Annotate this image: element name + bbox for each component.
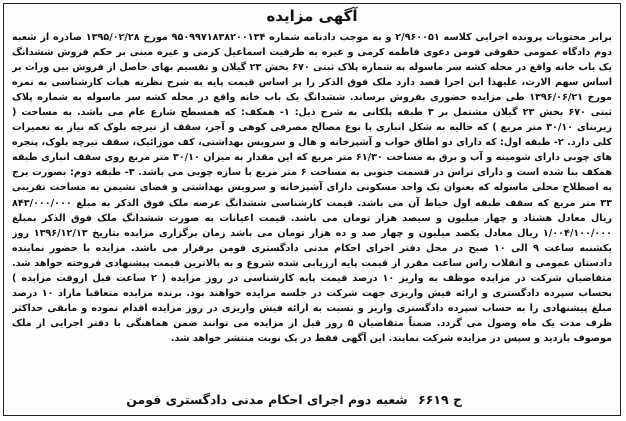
notice-title: آگهی مزایده xyxy=(266,7,358,25)
notice-body: برابر محتویات پرونده اجرایی کلاسه ۲/۹۶۰۰۵۱ و به موجب دادنامه شماره ۹۵۰۹۹۷۱۸۳۸۲۰۰۱۳۴ مورخ ۱۳۹۵/۰۲/۲۸ صادره از شعبه دوم دادگاه عمومی حقوقی فومن دعوی فاطمه کرمی و غیره به طرفیت اسماعیل کرمی و غیره مبنی بر حکم فروش ششدانگ یک باب خانه واقع در محله کشه سر ماسوله به شماره پلاک ثبتی ۶۷۰ بخش ۲۳ گیلان و تقسیم بهای حاصل از فروش بین وراث بر اساس سهم الارث، علیهذا این اجرا قصد دارد ملک فوق الذکر را بر اساس قیمت پایه به شرح نظریه هیات کارشناسی به نمره مورخ ۱۳۹۶/۰۶/۲۱ طی مزایده حضوری بفروش برساند. ششدانگ یک باب خانه واقع در محله کشه سر ماسوله به شماره پلاک ثبتی ۶۷۰ بخش ۲۳ گیلان مشتمل بر ۳ طبقه پلکانی به شرح ذیل: ۱- همکف: که همسطح شارع عام می باشد. به مساحت ( زیربنای ۳۰/۱۰ متر مربع ) که حالیه به شکل انباری با نوع مصالح مصرفی کوهی و آجر، سقف از تیرچه بلوک که نیاز به تعمیرات کلی دارد. ۲- طبقه اول: که دارای دو اطاق خواب و آشپزخانه و هال و سرویس بهداشتی، کف موزائیک، سقف تیرچه بلوک، پنجره های چوبی دارای شومینه و آب و برق به مساحت ۶۱/۳۰ متر مربع که این مقدار به میزان ۳۰/۱۰ متر مربع روی سقف انباری طبقه همکف بنا شده است و دارای تراس در قسمت جنوبی به مساحت ۶ متر مربع با سازه چوبی می باشد. ۳- طبقه دوم: بصورت برج به اصطلاح محلی ماسوله که بعنوان یک واحد مسکونی دارای آشپزخانه و سرویس بهداشتی و فضای نشیمن به مساحت تقریبی ۳۳ متر مربع که سقف طبقه اول حیاط آن می باشد. قیمت کارشناسی ششدانگ عرصه ملک فوق الذکر به مبلغ ۸۴۳/۰۰۰/۰۰۰ ریال معادل هشتاد و چهار میلیون و سیصد هزار تومان می باشد. قیمت اعیانات به صورت ششدانگ ملک فوق الذکر بمبلغ ۱/۰۰۴/۱۰۰/۰۰۰ ریال معادل یکصد میلیون و چهار صد و ده هزار تومان می باشد زمان برگزاری مزایده بتاریخ ۱۳۹۶/۱۲/۱۳ روز یکشنبه ساعت ۹ الی ۱۰ صبح در محل دفتر اجرای احکام مدنی دادگستری فومن برقرار می باشد. مزایده با حضور نماینده دادستان عمومی و انقلاب راس ساعت مقرر از قیمت پایه ارزیابی شده شروع و به بالاترین قیمت پیشنهادی فروخته خواهد شد. متقاضیان شرکت در مزایده موظف به واریز ۱۰ درصد قیمت پایه کارشناسی در روز مزایده ( ۲ ساعت قبل ازوقت مزایده ) بحساب سپرده دادگستری و ارائه فیش واریزی جهت شرکت در جلسه مزایده خواهند بود. برنده مزایده متعاقبا مازاد ۱۰ درصد مبلغ پیشنهادی را به حساب سپرده دادگستری واریز و نسبت به ارائه فیش واریزی در روز مزایده اقدام نموده و مابقی حداکثر ظرف مدت یک ماه وصول می گردد. ضمناً متقاضیان ۵ روز قبل از مزایده می توانند ضمن هماهنگی با دفتر اجرایی از ملک موصوف بازدید و سپس در مزایده شرکت نمایند. این آگهی فقط در یک نوبت منتشر خواهد شد. xyxy=(12,32,612,344)
notice-frame xyxy=(3,3,621,416)
notice-footer xyxy=(12,392,612,412)
footer-office: شعبه دوم اجرای احکام مدنی دادگستری فومن xyxy=(126,392,408,407)
footer-code: ح ۶۶۱۹ xyxy=(418,392,462,407)
